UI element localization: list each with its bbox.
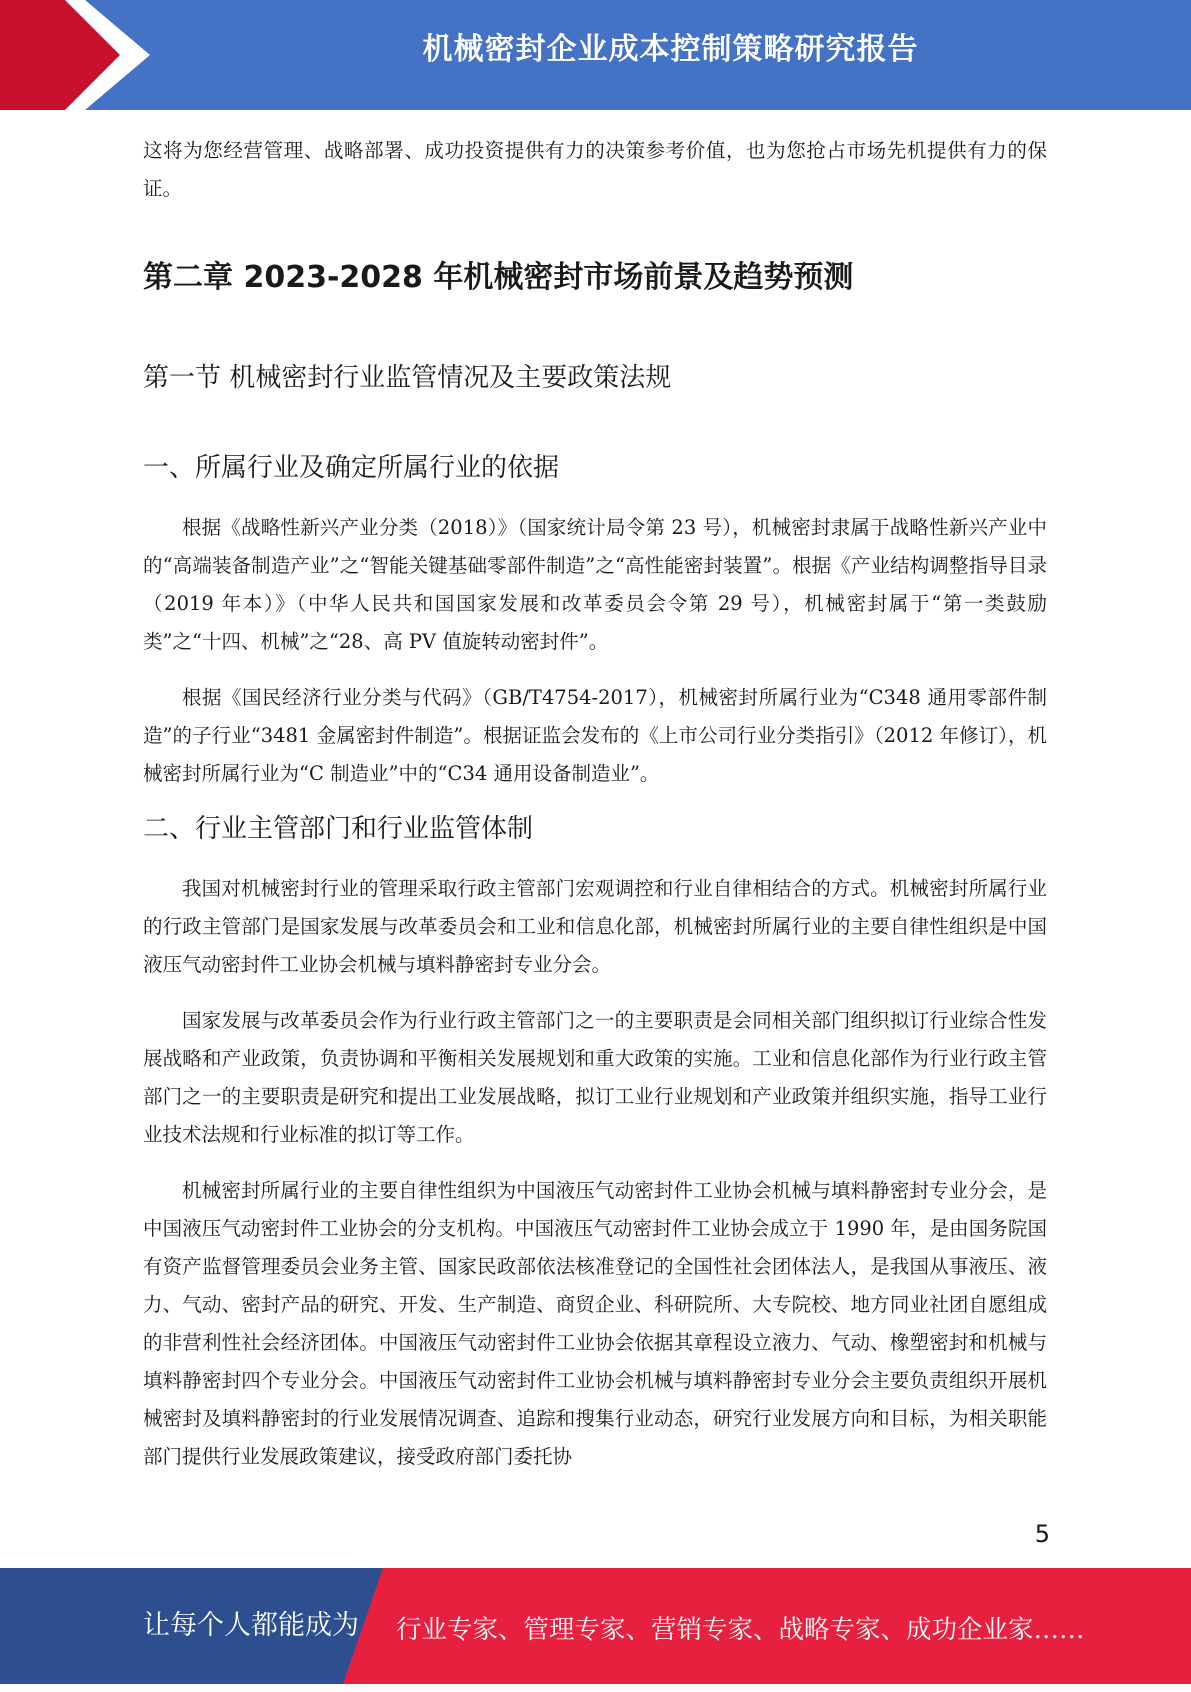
page-number: 5 (1034, 1520, 1050, 1548)
page-content (143, 132, 1047, 1476)
section-title: 第一节 机械密封行业监管情况及主要政策法规 (143, 363, 672, 393)
paragraph: 根据《国民经济行业分类与代码》（GB/T4754-2017），机械密封所属行业为“C348 通用零部件制造”的子行业“3481 金属密封件制造”。根据证监会发布的《上市公司行业分类指引》（2012 年修订），机械密封所属行业为“C 制造业”中的“C34 通用设备制造业”。 (143, 686, 1047, 785)
paragraph: 我国对机械密封行业的管理采取行政主管部门宏观调控和行业自律相结合的方式。机械密封所属行业的行政主管部门是国家发展与改革委员会和工业和信息化部，机械密封所属行业的主要自律性组织是中国液压气动密封件工业协会机械与填料静密封专业分会。 (143, 877, 1047, 976)
paragraph: 机械密封所属行业的主要自律性组织为中国液压气动密封件工业协会机械与填料静密封专业分会，是中国液压气动密封件工业协会的分支机构。中国液压气动密封件工业协会成立于 1990 年，是由国务院国有资产监督管理委员会业务主管、国家民政部依法核准登记的全国性社会团体法人，是我国从事液压、液力、气动、密封产品的研究、开发、生产制造、商贸企业、科研院所、大专院校、地方同业社团自愿组成的非营利性社会经济团体。中国液压气动密封件工业协会依据其章程设立液力、气动、橡塑密封和机械与填料静密封四个专业分会。中国液压气动密封件工业协会机械与填料静密封专业分会主要负责组织开展机械密封及填料静密封的行业发展情况调查、追踪和搜集行业动态，研究行业发展方向和目标，为相关职能部门提供行业发展政策建议，接受政府部门委托协 (143, 1179, 1047, 1468)
intro-paragraph: 这将为您经营管理、战略部署、成功投资提供有力的决策参考价值，也为您抢占市场先机提供有力的保证。 (143, 139, 1047, 200)
subsection-title-1: 一、所属行业及确定所属行业的依据 (143, 453, 560, 483)
paragraph: 国家发展与改革委员会作为行业行政主管部门之一的主要职责是会同相关部门组织拟订行业综合性发展战略和产业政策，负责协调和平衡相关发展规划和重大政策的实施。工业和信息化部作为行业行政主管部门之一的主要职责是研究和提出工业发展战略，拟订工业行业规划和产业政策并组织实施，指导工业行业技术法规和行业标准的拟订等工作。 (143, 1009, 1047, 1146)
subsection-title-2: 二、行业主管部门和行业监管体制 (143, 814, 534, 844)
page-footer (0, 1568, 1191, 1684)
footer-slogan-left: 让每个人都能成为 (143, 1610, 359, 1641)
chapter-title: 第二章 2023-2028 年机械密封市场前景及趋势预测 (143, 260, 854, 295)
page-header (0, 0, 1191, 110)
paragraph: 根据《战略性新兴产业分类（2018）》（国家统计局令第 23 号），机械密封隶属于战略性新兴产业中的“高端装备制造产业”之“智能关键基础零部件制造”之“高性能密封装置”。根据《产业结构调整指导目录（2019 年本）》（中华人民共和国国家发展和改革委员会令第 29 号），机械密封属于“第一类鼓励类”之“十四、机械”之“28、高 PV 值旋转动密封件”。 (143, 516, 1047, 653)
report-title: 机械密封企业成本控制策略研究报告 (422, 32, 919, 67)
footer-slogan-right: 行业专家、管理专家、营销专家、战略专家、成功企业家…… (396, 1615, 1085, 1645)
